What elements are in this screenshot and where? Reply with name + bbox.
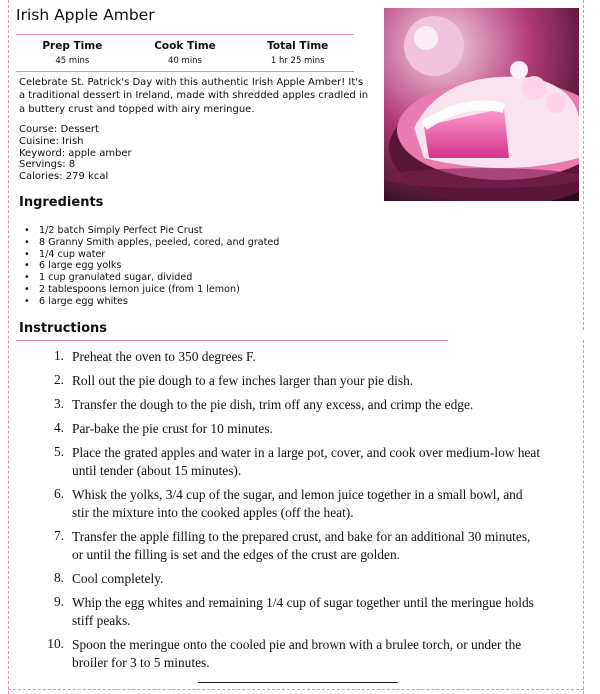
- step-text: Transfer the apple filling to the prepared crust, and bake for an additional 30 minutes, or until the filling is set and the edges of the crust are golden.: [72, 529, 531, 562]
- step-number: 7.: [53, 528, 64, 543]
- total-time-label: Total Time: [267, 40, 329, 52]
- ingredient-item: • 1/4 cup water: [22, 249, 279, 261]
- ingredient-item: • 8 Granny Smith apples, peeled, cored, and grated: [22, 237, 279, 249]
- card-border-left: [8, 0, 9, 694]
- recipe-title: Irish Apple Amber: [16, 6, 155, 24]
- step-text: Transfer the dough to the pie dish, trim off any excess, and crimp the edge.: [72, 397, 474, 412]
- ingredient-item: • 1 cup granulated sugar, divided: [22, 272, 279, 284]
- step-text: Whip the egg whites and remaining 1/4 cup of sugar together until the meringue holds stiff peaks.: [72, 595, 534, 628]
- cook-time-value: 40 mins: [168, 56, 202, 66]
- total-time: [241, 40, 354, 66]
- step-number: 10.: [47, 636, 64, 651]
- step-number: 8.: [53, 570, 64, 585]
- meta-course: Course: Dessert: [19, 124, 99, 135]
- meta-calories: Calories: 279 kcal: [19, 171, 109, 183]
- step-text: Spoon the meringue onto the cooled pie and brown with a brulee torch, or under the broiler for 3 to 5 minutes.: [72, 637, 522, 670]
- total-time-value: 1 hr 25 mins: [270, 56, 325, 66]
- ingredient-item: • 6 large egg yolks: [22, 260, 279, 272]
- ingredient-item: • 2 tablespoons lemon juice (from 1 lemon): [22, 284, 279, 296]
- signature-line: [198, 682, 398, 683]
- step-number: 2.: [53, 372, 64, 387]
- card-border-right-lower: [583, 340, 584, 694]
- step-text: Place the grated apples and water in a large pot, cover, and cook over medium-low heat until tender (about 15 minutes).: [72, 445, 541, 478]
- step-number: 1.: [53, 348, 64, 363]
- instructions-heading: Instructions: [19, 321, 108, 336]
- step-number: 9.: [53, 594, 64, 609]
- meta-cuisine: Cuisine: Irish: [19, 135, 84, 147]
- prep-time-value: 45 mins: [55, 56, 90, 66]
- step-text: Whisk the yolks, 3/4 cup of the sugar, and lemon juice together in a small bowl, and stir the mixture into the cooked apples (off the heat).: [72, 487, 523, 520]
- card-border-right: [583, 0, 584, 330]
- ingredient-item: • 6 large egg whites: [22, 296, 279, 308]
- step-text: Cool completely.: [72, 571, 164, 586]
- step-number: 3.: [53, 396, 64, 411]
- ingredients-heading: Ingredients: [19, 195, 104, 210]
- step-number: 4.: [53, 420, 64, 435]
- cook-time: [129, 40, 242, 66]
- step-text: Preheat the oven to 350 degrees F.: [72, 349, 256, 364]
- prep-time: [16, 40, 129, 66]
- step-number: 6.: [53, 486, 64, 501]
- pie-photo: [384, 8, 579, 201]
- recipe-times: [16, 40, 354, 66]
- ingredients-list: [22, 225, 279, 308]
- recipe-meta: [19, 124, 132, 183]
- title-divider: [16, 34, 354, 35]
- times-divider: [16, 71, 354, 72]
- card-border-bottom: [8, 689, 584, 690]
- step-text: Par-bake the pie crust for 10 minutes.: [72, 421, 273, 436]
- meta-keyword: Keyword: apple amber: [19, 147, 132, 159]
- step-text: Roll out the pie dough to a few inches larger than your pie dish.: [72, 373, 414, 388]
- meta-servings: Servings: 8: [19, 159, 76, 171]
- recipe-summary: Celebrate St. Patrick's Day with this authentic Irish Apple Amber! It's a traditional dessert in Ireland, made with shredded apples cradled in a buttery crust and topped with airy meringue.: [19, 77, 369, 115]
- instructions-divider: [16, 340, 448, 341]
- cook-time-label: Cook Time: [154, 40, 216, 52]
- ingredient-item: • 1/2 batch Simply Perfect Pie Crust: [22, 225, 279, 237]
- prep-time-label: Prep Time: [42, 40, 103, 52]
- step-number: 5.: [53, 444, 64, 459]
- pie-photo-illustration: [384, 8, 579, 201]
